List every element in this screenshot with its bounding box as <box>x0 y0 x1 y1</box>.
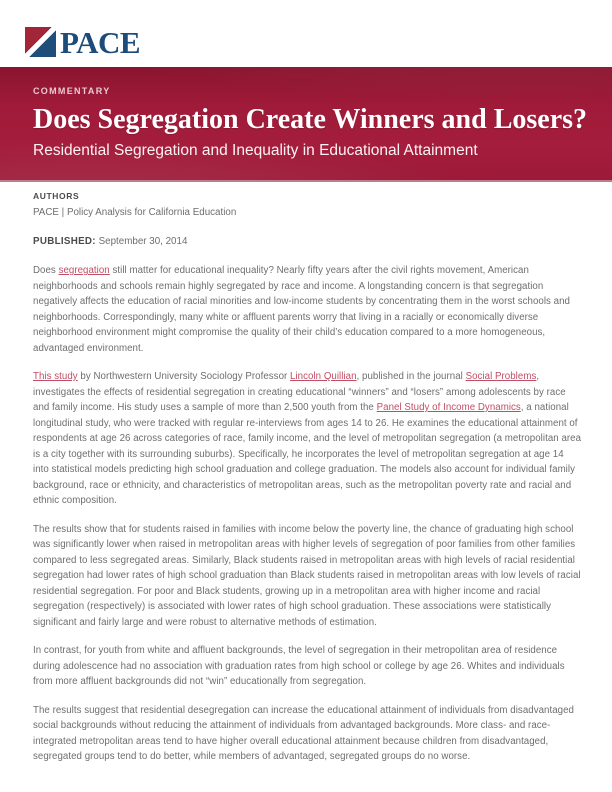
title-banner <box>0 67 612 182</box>
pace-logo-text: PACE <box>60 25 141 60</box>
article-paragraph: Does segregation still matter for educational inequality? Nearly fifty years after the civil rights movement, American neighborhoods and schools remain highly segregated by race and income. A longstanding concern is that segregation negatively affects the education of racial minorities and low-income students by concentrating them in the worst schools and neighborhoods. Correspondingly, many white or affluent parents worry that living in a racially or economically diverse neighborhood environment might compromise the quality of their child’s education compared to a more homogeneous, advantaged environment. <box>33 265 570 354</box>
pace-logo-mark-icon <box>25 27 56 57</box>
inline-link[interactable]: Lincoln Quillian <box>290 371 357 382</box>
article-body <box>33 263 582 765</box>
authors-value: PACE | Policy Analysis for California Education <box>33 207 237 218</box>
page-title: Does Segregation Create Winners and Losers? <box>33 104 588 135</box>
inline-link[interactable]: Social Problems <box>465 371 537 382</box>
article-paragraph: In contrast, for youth from white and affluent backgrounds, the level of segregation in their metropolitan area of residence during adolescence had no association with graduation rates from high school or college by age 26. Whites and individuals from more affluent backgrounds did not “win” educationally from segregation. <box>33 645 565 687</box>
published-date: September 30, 2014 <box>98 236 188 247</box>
article-paragraph: The results show that for students raised in families with income below the poverty line, the chance of graduating high school was significantly lower when raised in metropolitan areas with higher levels of segregation of poor families from other families compared to less segregated areas. Similarly, Black students raised in metropolitan areas with high levels of racial residential segregation had lower rates of high school graduation than Black students raised in metropolitan areas with low levels of racial residential segregation. For poor and Black students, growing up in a metropolitan area with higher income and racial segregation (respectively) is associated with lower rates of high school graduation. These associations were statistically significant and fairly large and were robust to alternative methods of estimation. <box>33 523 581 628</box>
inline-link[interactable]: This study <box>33 371 78 382</box>
kicker-label: COMMENTARY <box>33 86 111 96</box>
published-line <box>33 236 580 247</box>
article-paragraph: The results suggest that residential desegregation can increase the educational attainment of individuals from disadvantaged social backgrounds without reducing the attainment of individuals from advantaged backgrounds. More class- and race-integrated metropolitan areas tend to have higher overall educational attainment because children from disadvantaged, segregated groups tend to do better, while members of advantaged, segregated groups do no worse. <box>33 704 574 762</box>
inline-link[interactable]: segregation <box>58 265 110 276</box>
content-area <box>0 182 612 765</box>
inline-link[interactable]: Panel Study of Income Dynamics <box>376 402 521 413</box>
authors-label: AUTHORS <box>33 191 80 201</box>
pace-logo[interactable] <box>25 25 141 60</box>
published-label: PUBLISHED: <box>33 236 96 247</box>
article-paragraph: This study by Northwestern University Sociology Professor Lincoln Quillian, published in the journal Social Problems, investigates the effects of residential segregation in creating educational “winners” and “losers” among adolescents by race and family income. His study uses a sample of more than 2,500 youth from the Panel Study of Income Dynamics, a national longitudinal study, who were tracked with regular re-interviews from ages 14 to 26. He examines the educational attainment of respondents at age 26 across categories of race, family income, and the level of metropolitan segregation (a metropolitan area is a city together with its surrounding suburbs). Specifically, he incorporates the level of metropolitan segregation at age 14 into statistical models predicting high school graduation and college graduation. The models also account for individual family background, race or ethnicity, and characteristics of metropolitan areas, such as the metropolitan poverty rate and racial and ethnic composition. <box>33 371 582 506</box>
page-subtitle: Residential Segregation and Inequality in Educational Attainment <box>33 142 478 159</box>
header <box>0 0 612 67</box>
